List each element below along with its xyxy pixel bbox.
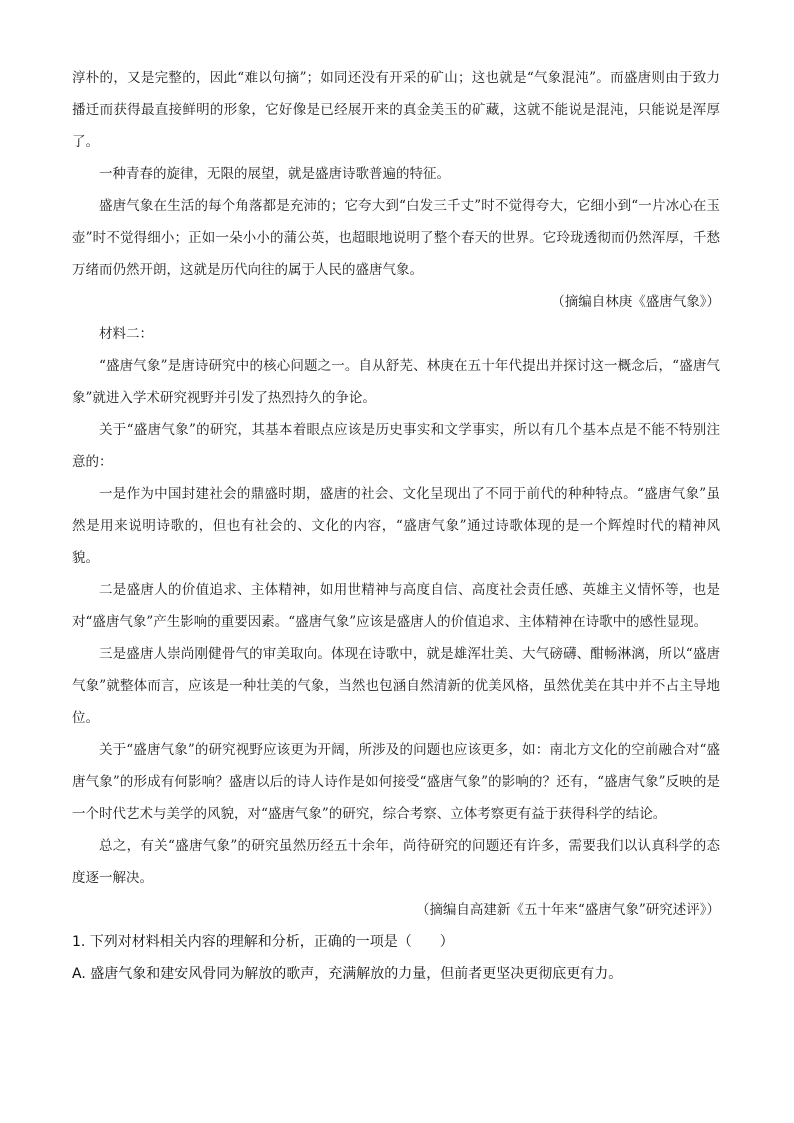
material2-source: （摘编自高建新《五十年来“盛唐气象”研究述评》） — [415, 902, 720, 918]
material2-paragraph-7: 总之，有关“盛唐气象”的研究虽然历经五十余年，尚待研究的问题还有许多，需要我们以认真科学的态度逐一解决。 — [72, 838, 720, 886]
material1-source: （摘编自林庚《盛唐气象》） — [551, 294, 720, 310]
material2-paragraph-6: 关于“盛唐气象”的研究视野应该更为开阔，所涉及的问题也应该更多，如：南北方文化的空前融合对“盛唐气象”的形成有何影响？盛唐以后的诗人诗作是如何接受“盛唐气象”的影响的？还有，“盛唐气象”反映的是一个时代艺术与美学的风貌，对“盛唐气象”的研究，综合考察、立体考察更有益于获得科学的结论。 — [72, 742, 720, 822]
question-1-option-a[interactable]: A. 盛唐气象和建安风骨同为解放的歌声，充满解放的力量，但前者更坚决更彻底更有力。 — [72, 966, 623, 982]
material1-paragraph-3: 盛唐气象在生活的每个角落都是充沛的；它夸大到“白发三千丈”时不觉得夸大，它细小到“一片冰心在玉壶”时不觉得细小；正如一朵小小的蒲公英，也超眼地说明了整个春天的世界。它玲珑透彻而仍然浑厚，千愁万绪而仍然开朗，这就是历代向往的属于人民的盛唐气象。 — [72, 198, 720, 278]
material2-paragraph-1: “盛唐气象”是唐诗研究中的核心问题之一。自从舒芜、林庚在五十年代提出并探讨这一概念后，“盛唐气象”就进入学术研究视野并引发了热烈持久的争论。 — [72, 358, 720, 406]
material2-paragraph-5: 三是盛唐人崇尚刚健骨气的审美取向。体现在诗歌中，就是雄浑壮美、大气磅礴、酣畅淋漓，所以“盛唐气象”就整体而言，应该是一种壮美的气象，当然也包涵自然清新的优美风格，虽然优美在其中并不占主导地位。 — [72, 646, 720, 726]
material2-paragraph-3: 一是作为中国封建社会的鼎盛时期，盛唐的社会、文化呈现出了不同于前代的种种特点。“盛唐气象”虽然是用来说明诗歌的，但也有社会的、文化的内容，“盛唐气象”通过诗歌体现的是一个辉煌时代的精神风貌。 — [72, 486, 720, 566]
material1-paragraph-2: 一种青春的旋律，无限的展望，就是盛唐诗歌普遍的特征。 — [99, 166, 450, 182]
document-page — [72, 62, 720, 990]
material2-paragraph-2: 关于“盛唐气象”的研究，其基本着眼点应该是历史事实和文学事实，所以有几个基本点是不能不特别注意的： — [72, 422, 720, 470]
material1-paragraph-continued: 淳朴的，又是完整的，因此“难以句摘”；如同还没有开采的矿山；这也就是“气象混沌”。而盛唐则由于致力播迁而获得最直接鲜明的形象，它好像是已经展开来的真金美玉的矿藏，这就不能说是混沌，只能说是浑厚了。 — [72, 70, 720, 150]
material2-heading: 材料二： — [99, 326, 153, 342]
material2-paragraph-4: 二是盛唐人的价值追求、主体精神，如用世精神与高度自信、高度社会责任感、英雄主义情怀等，也是对“盛唐气象”产生影响的重要因素。“盛唐气象”应该是盛唐人的价值追求、主体精神在诗歌中的感性显现。 — [72, 582, 720, 630]
question-1-stem: 1. 下列对材料相关内容的理解和分析，正确的一项是（ ） — [72, 934, 454, 950]
